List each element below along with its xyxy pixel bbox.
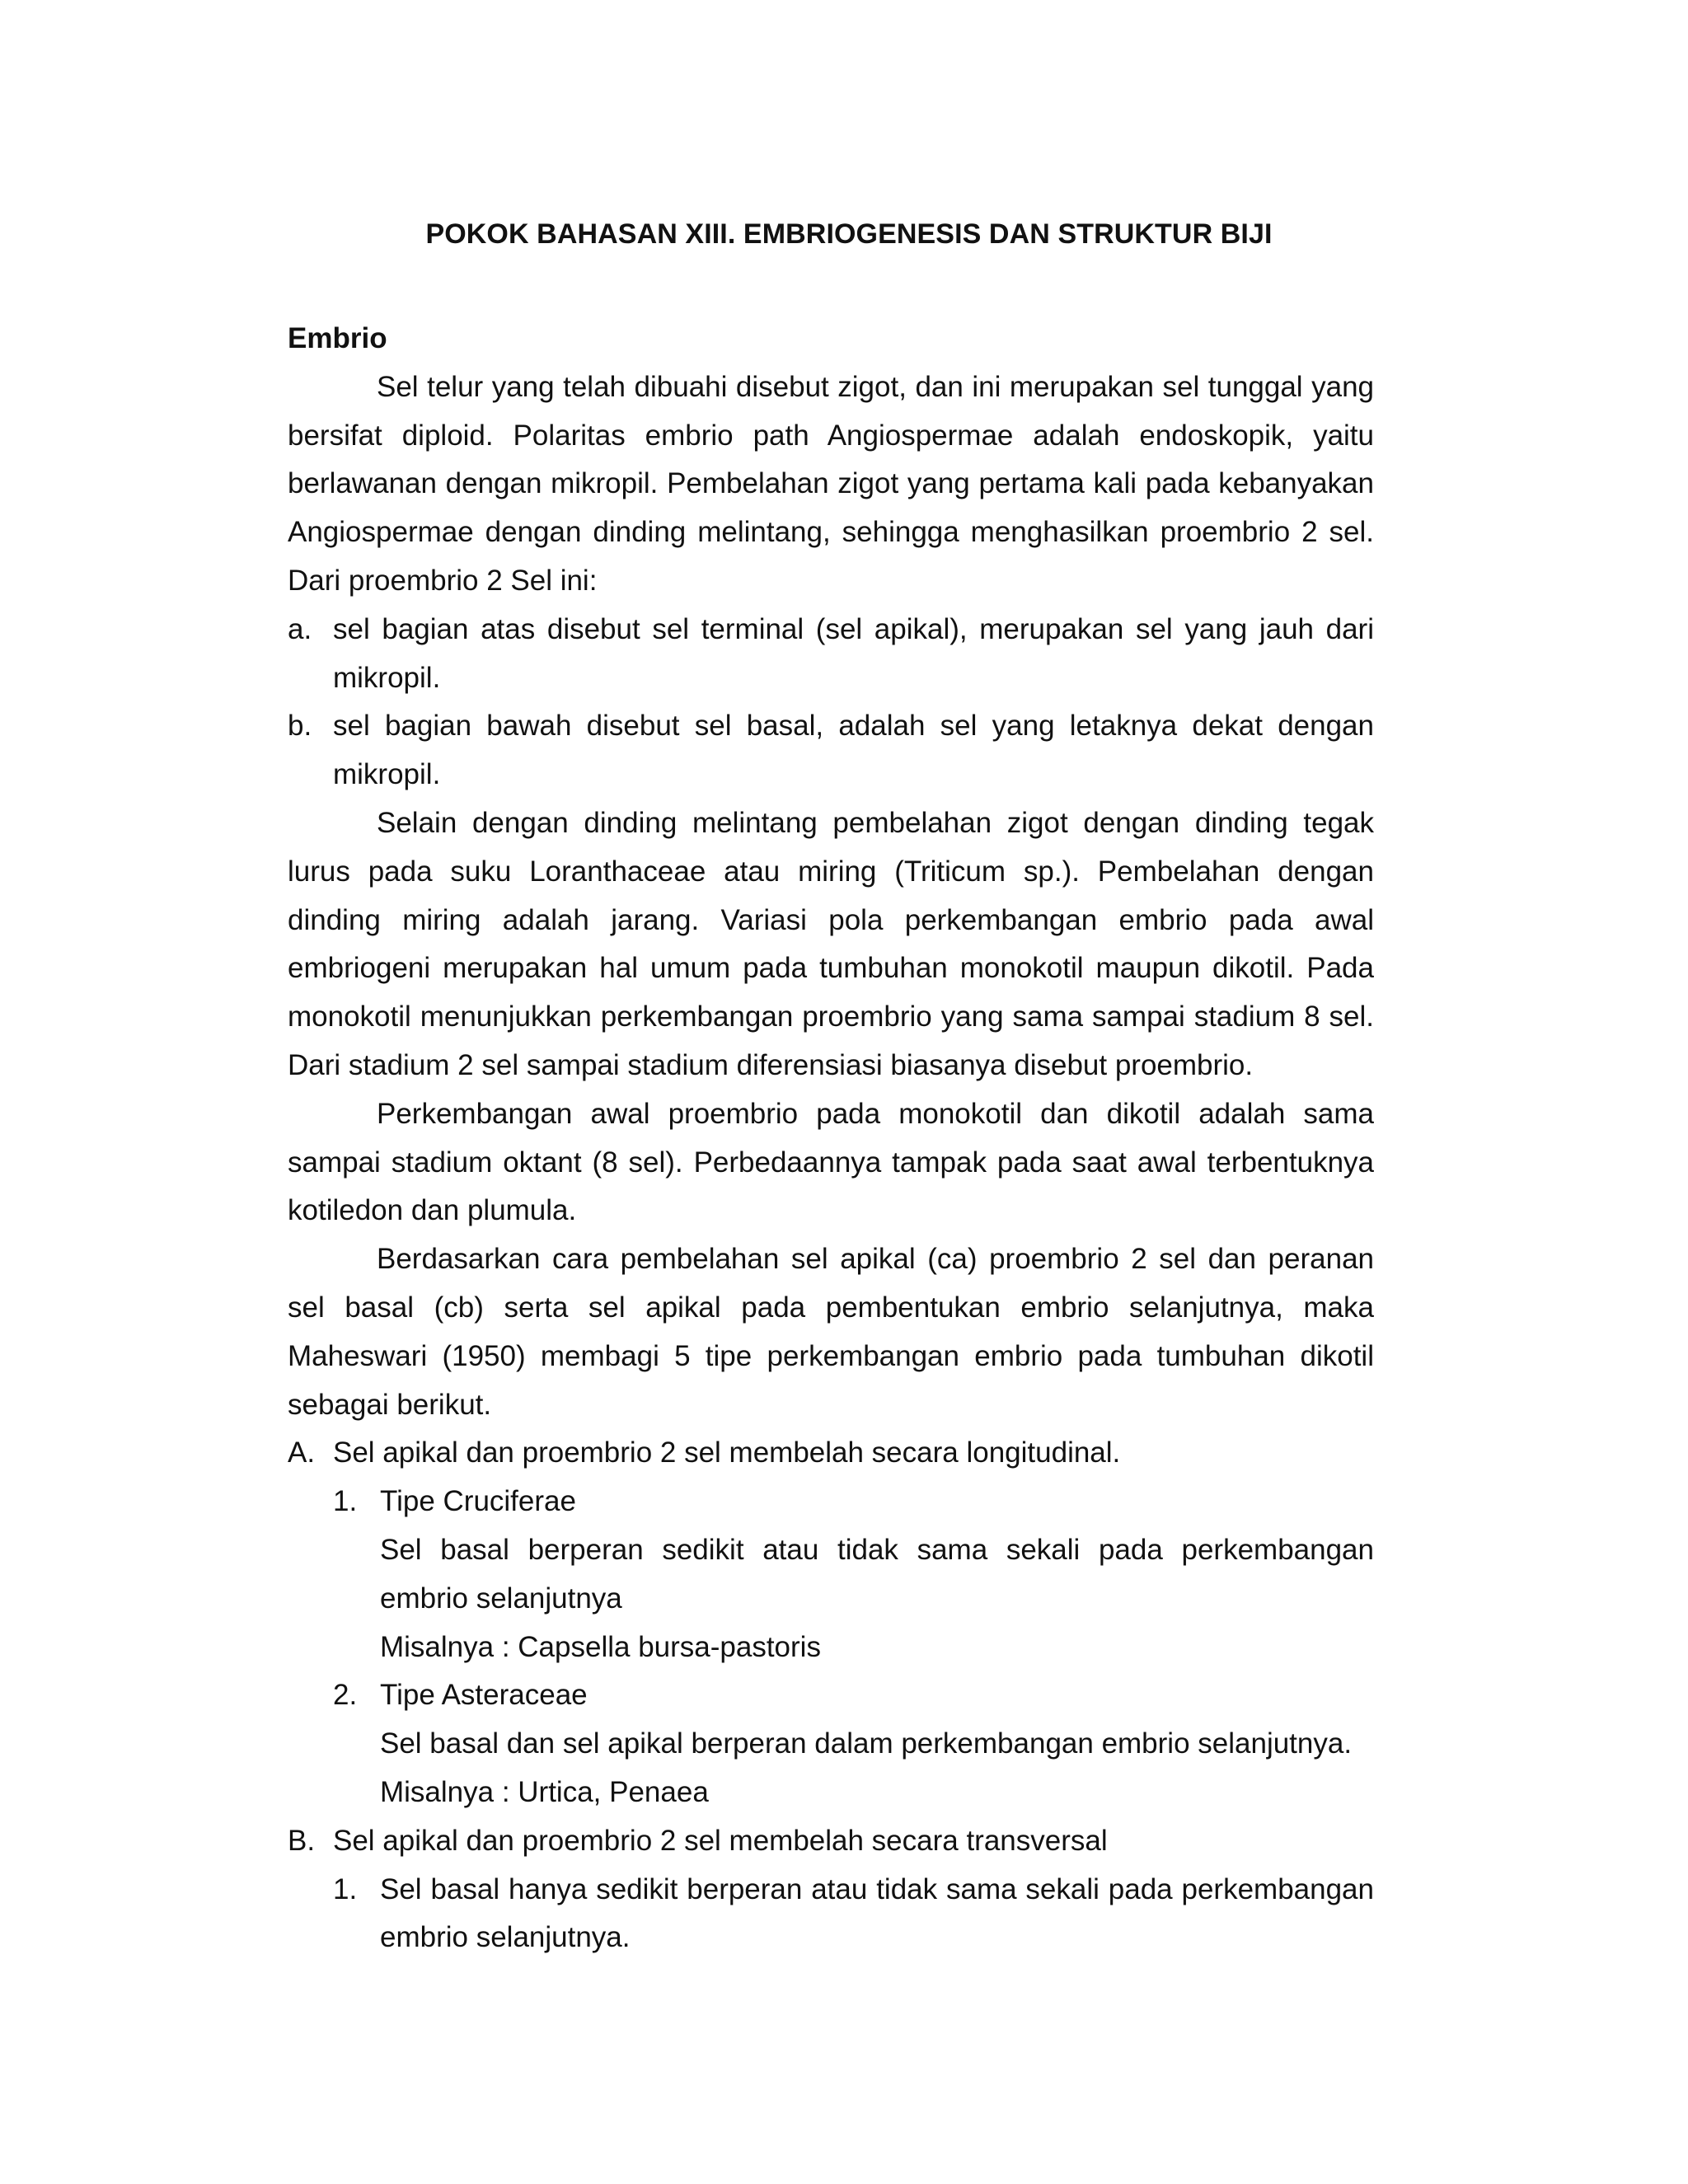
sublist-description: Sel basal berperan sedikit atau tidak sama sekali pada perkembangan embrio selanjutnya: [380, 1533, 1374, 1615]
list-marker: A.: [288, 1436, 316, 1469]
list-marker: 1.: [333, 1485, 358, 1518]
list-item-text: Tipe Cruciferae: [380, 1485, 576, 1518]
sublist-item: [333, 1478, 1374, 1526]
section-b-heading: [288, 1817, 1374, 1866]
list-marker: 2.: [333, 1679, 358, 1712]
document-body: [288, 315, 1374, 1962]
paragraph: Sel telur yang telah dibuahi disebut zigot, dan ini merupakan sel tunggal yang bersifat diploid. Polaritas embrio path Angiospermae adalah endoskopik, yaitu berlawanan dengan mikropil. Pembelahan zigot yang pertama kali pada kebanyakan Angiospermae dengan dinding melintang, sehingga menghasilkan proembrio 2 sel. Dari proembrio 2 Sel ini:: [288, 370, 1374, 597]
sublist-example: Misalnya : Capsella bursa-pastoris: [380, 1630, 821, 1663]
paragraph: Perkembangan awal proembrio pada monokotil dan dikotil adalah sama sampai stadium oktant (8 sel). Perbedaannya tampak pada saat awal terbentuknya kotiledon dan plumula.: [288, 1097, 1374, 1227]
paragraph: Selain dengan dinding melintang pembelahan zigot dengan dinding tegak lurus pada suku Loranthaceae atau miring (Triticum sp.). Pembelahan dengan dinding miring adalah jarang. Variasi pola perkembangan embrio pada awal embriogeni merupakan hal umum pada tumbuhan monokotil maupun dikotil. Pada monokotil menunjukkan perkembangan proembrio yang sama sampai stadium 8 sel. Dari stadium 2 sel sampai stadium diferensiasi biasanya disebut proembrio.: [288, 806, 1374, 1081]
list-marker: a.: [288, 612, 312, 645]
list-item: [288, 702, 1374, 799]
list-item-text: sel bagian atas disebut sel terminal (sel apikal), merupakan sel yang jauh dari mikropil.: [333, 612, 1374, 694]
paragraph: Berdasarkan cara pembelahan sel apikal (ca) proembrio 2 sel dan peranan sel basal (cb) serta sel apikal pada pembentukan embrio selanjutnya, maka Maheswari (1950) membagi 5 tipe perkembangan embrio pada tumbuhan dikotil sebagai berikut.: [288, 1243, 1374, 1421]
list-item-text: Sel basal hanya sedikit berperan atau tidak sama sekali pada perkembangan embrio selanjutnya.: [380, 1872, 1374, 1954]
list-item: [288, 606, 1374, 703]
section-heading: Embrio: [288, 322, 387, 354]
list-marker: 1.: [333, 1872, 358, 1905]
sublist-example: Misalnya : Urtica, Penaea: [380, 1775, 709, 1808]
list-item-text: Tipe Asteraceae: [380, 1679, 588, 1712]
page-title: POKOK BAHASAN XIII. EMBRIOGENESIS DAN STRUKTUR BIJI: [425, 218, 1273, 250]
list-marker: B.: [288, 1824, 316, 1857]
sublist-item: [333, 1866, 1374, 1963]
list-item-text: Sel apikal dan proembrio 2 sel membelah secara longitudinal.: [333, 1436, 1121, 1469]
list-item-text: Sel apikal dan proembrio 2 sel membelah secara transversal: [333, 1824, 1108, 1857]
list-item-text: sel bagian bawah disebut sel basal, adalah sel yang letaknya dekat dengan mikropil.: [333, 710, 1374, 791]
sublist-description: Sel basal dan sel apikal berperan dalam perkembangan embrio selanjutnya.: [380, 1727, 1353, 1760]
section-a-heading: [288, 1429, 1374, 1478]
list-marker: b.: [288, 710, 312, 743]
sublist-item: [333, 1671, 1374, 1720]
